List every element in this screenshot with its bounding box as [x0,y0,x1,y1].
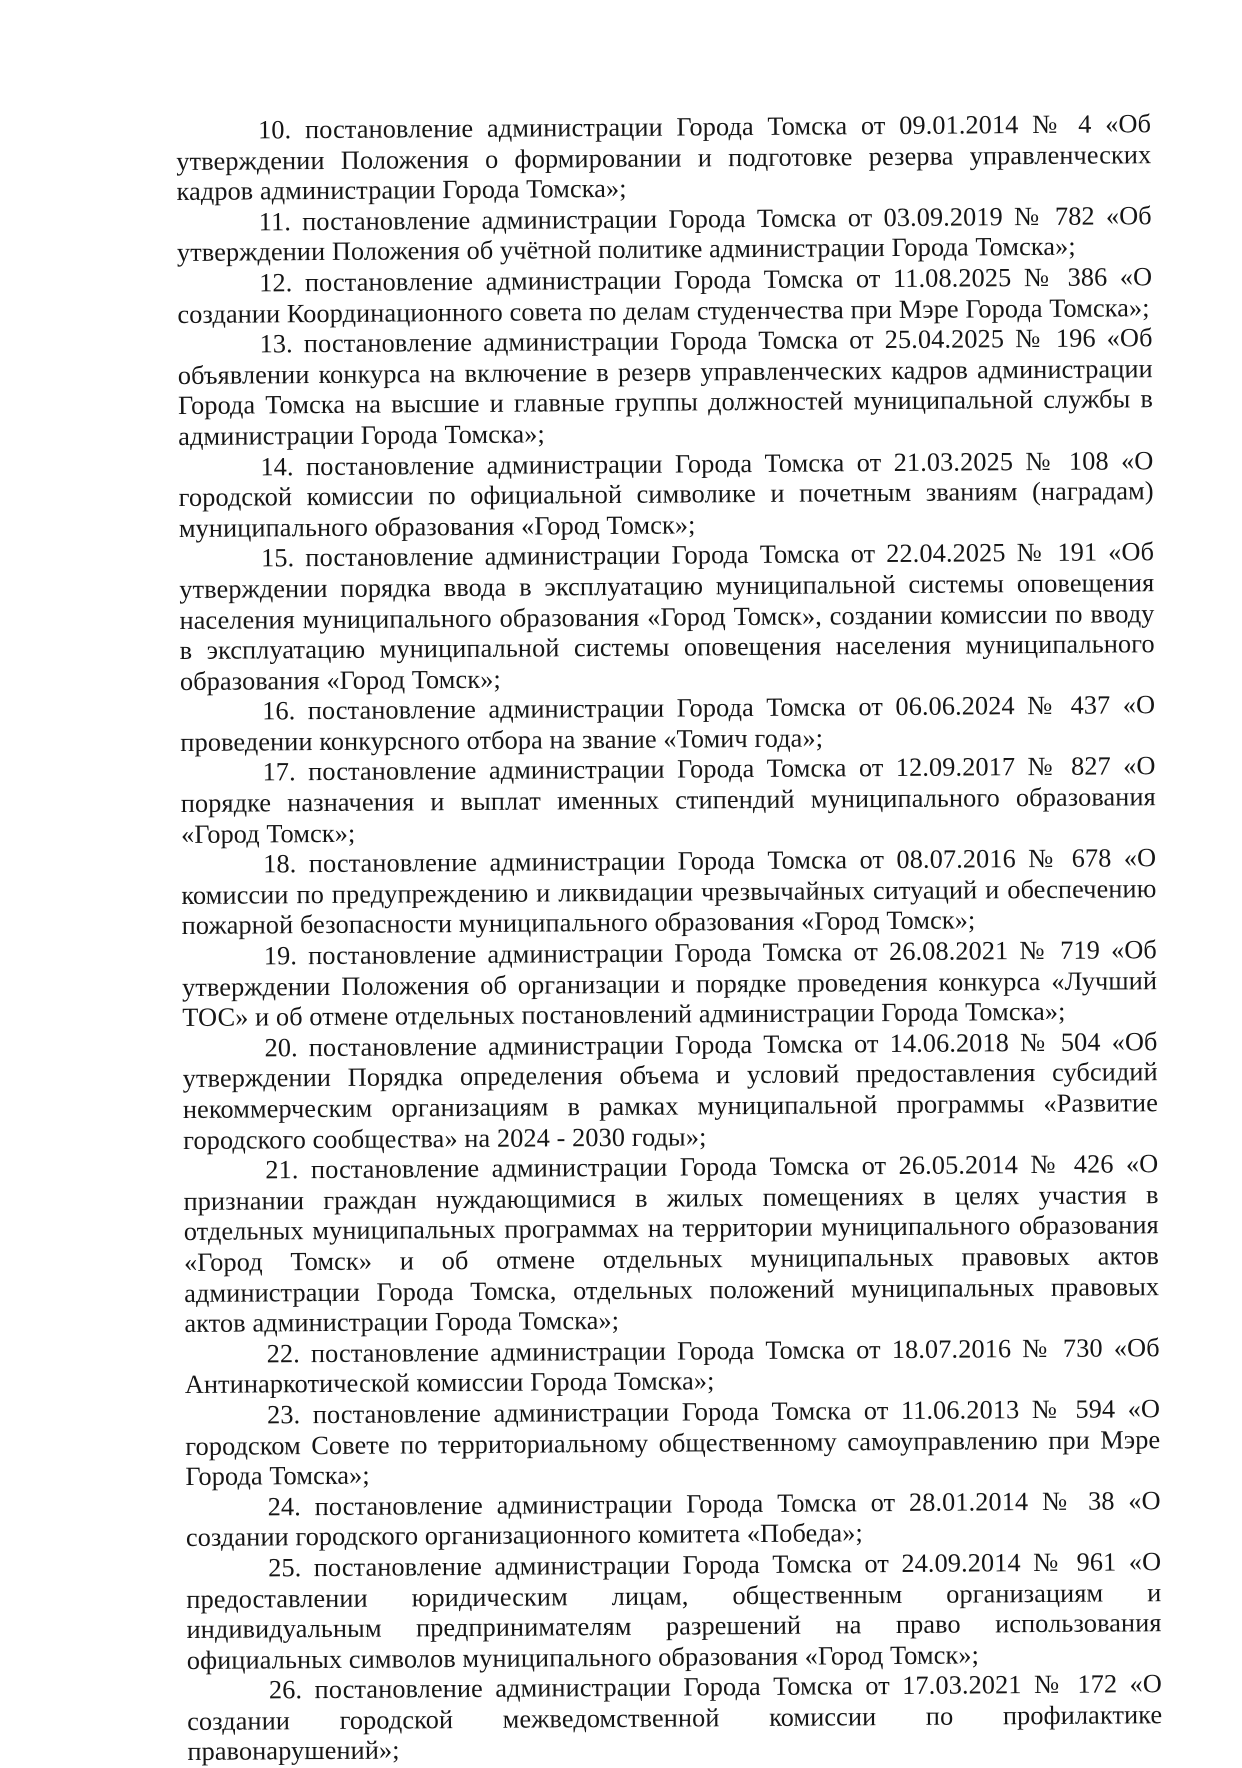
list-item-16: 16. постановление администрации Города Томска от 06.06.2024 № 437 «О проведении конкурсного отбора на звание «Томич года»; [180,690,1156,757]
list-item-10: 10. постановление администрации Города Томска от 09.01.2014 № 4 «Об утверждении Положения о формировании и подготовке резерва управленческих кадров администрации Города Томска»; [176,109,1152,207]
list-item-17: 17. постановление администрации Города Томска от 12.09.2017 № 827 «О порядке назначения и выплат именных стипендий муниципального образования «Город Томск»; [180,751,1156,849]
list-item-26: 26. постановление администрации Города Томска от 17.03.2021 № 172 «О создании городской межведомственной комиссии по профилактике правонарушений»; [187,1669,1163,1767]
list-item-13: 13. постановление администрации Города Томска от 25.04.2025 № 196 «Об объявлении конкурса на включение в резерв управленческих кадров администрации Города Томска на высшие и главные группы должностей муниципальной службы в администрации Города Томска»; [177,323,1154,451]
list-item-23: 23. постановление администрации Города Томска от 11.06.2013 № 594 «О городском Совете по территориальному общественному самоуправлению при Мэре Города Томска»; [185,1394,1161,1492]
list-item-24: 24. постановление администрации Города Томска от 28.01.2014 № 38 «О создании городского организационного комитета «Победа»; [185,1485,1161,1553]
document-body [176,109,1163,1768]
list-item-22: 22. постановление администрации Города Томска от 18.07.2016 № 730 «Об Антинаркотической комиссии Города Томска»; [184,1332,1160,1400]
list-item-21: 21. постановление администрации Города Томска от 26.05.2014 № 426 «О признании граждан нуждающимися в жилых помещениях в целях участия в отдельных муниципальных программах на территории муниципального образования «Город Томск» и об отмене отдельных муниципальных правовых актов администрации Города Томска, отдельных положений муниципальных правовых актов администрации Города Томска»; [183,1149,1160,1339]
list-item-12: 12. постановление администрации Города Томска от 11.08.2025 № 386 «О создании Координационного совета по делам студенчества при Мэре Города Томска»; [177,262,1153,329]
list-item-20: 20. постановление администрации Города Томска от 14.06.2018 № 504 «Об утверждении Порядка определения объема и условий предоставления субсидий некоммерческим организациям в рамках муниципальной программы «Развитие городского сообщества» на 2024 - 2030 годы»; [182,1026,1159,1155]
list-item-19: 19. постановление администрации Города Томска от 26.08.2021 № 719 «Об утверждении Положения об организации и порядке проведения конкурса «Лучший ТОС» и об отмене отдельных постановлений администрации Города Томска»; [181,935,1158,1033]
list-item-11: 11. постановление администрации Города Томска от 03.09.2019 № 782 «Об утверждении Положения об учётной политике администрации Города Томска»; [176,200,1152,268]
list-item-18: 18. постановление администрации Города Томска от 08.07.2016 № 678 «О комиссии по предупреждению и ликвидации чрезвычайных ситуаций и обеспечению пожарной безопасности муниципального образования «Город Томск»; [181,843,1157,941]
list-item-14: 14. постановление администрации Города Томска от 21.03.2025 № 108 «О городской комиссии по официальной символике и почетным званиям (наградам) муниципального образования «Город Томск»; [178,445,1154,543]
list-item-25: 25. постановление администрации Города Томска от 24.09.2014 № 961 «О предоставлении юридическим лицам, общественным организациям и индивидуальным предпринимателям разрешений на право использования официальных символов муниципального образования «Город Томск»; [186,1547,1162,1675]
list-item-15: 15. постановление администрации Города Томска от 22.04.2025 № 191 «Об утверждении порядка ввода в эксплуатацию муниципальной системы оповещения населения муниципального образования «Город Томск», создании комиссии по вводу в эксплуатацию муниципальной системы оповещения населения муниципального образования «Город Томск»; [179,537,1155,696]
